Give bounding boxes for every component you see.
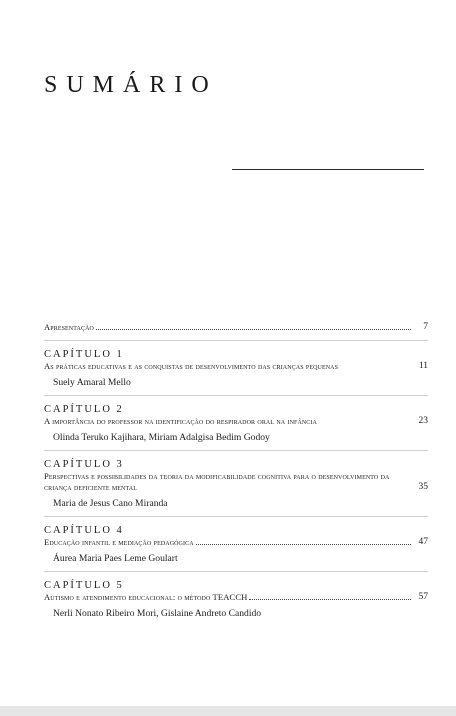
spacer [396,423,411,424]
toc-chapter-1 [44,341,428,395]
page-number: 35 [418,482,428,492]
page-number: 11 [418,361,428,371]
chapter-author: Suely Amaral Mello [53,377,131,388]
toc-entry-presentation [44,322,428,333]
chapter-title: A importância do professor na identificação do respirador oral na infância [44,416,317,426]
chapter-title: Autismo e atendimento educacional: o método TEACCH [44,592,248,602]
chapter-title: Educação infantil e mediação pedagógica [44,537,194,547]
toc-chapter-5 [44,572,428,626]
spacer [396,368,411,369]
chapter-title-row [44,361,428,372]
chapter-title: As práticas educativas e as conquistas de desenvolvimento das crianças pequenas [44,361,339,371]
chapter-author: Nerli Nonato Ribeiro Mori, Gislaine Andreto Candido [53,608,262,619]
chapter-author: Áurea Maria Paes Leme Goulart [53,553,178,564]
toc-chapter-4 [44,517,428,571]
dot-leader [96,328,411,330]
toc-chapter-3 [44,451,428,516]
chapter-label: CAPÍTULO 1 [44,349,124,360]
chapter-title-row [44,471,428,493]
dot-leader [196,543,411,545]
chapter-label: CAPÍTULO 4 [44,525,124,536]
chapter-title-row [44,537,428,548]
chapter-label: CAPÍTULO 3 [44,459,124,470]
page-title: SUMÁRIO [44,72,218,98]
scan-bottom-edge [0,706,456,716]
chapter-title-row [44,592,428,603]
presentation-label: Apresentação [44,322,94,332]
dot-leader [249,598,411,600]
page-number: 7 [423,322,428,332]
toc-chapter-2 [44,396,428,450]
chapter-title: Perspectivas e possibilidades da teoria da modificabilidade cognitiva para o desenvolvimento da criança deficiente mental [44,471,390,492]
chapter-label: CAPÍTULO 5 [44,580,124,591]
chapter-title-row [44,416,428,427]
page-number: 23 [418,416,428,426]
title-rule [232,169,424,170]
chapter-author: Maria de Jesus Cano Miranda [53,498,168,509]
page-number: 57 [418,592,428,602]
table-of-contents [44,322,428,626]
spacer [396,489,411,490]
chapter-author: Olinda Teruko Kajihara, Miriam Adalgisa Bedim Godoy [53,432,270,443]
page-number: 47 [418,537,428,547]
chapter-label: CAPÍTULO 2 [44,404,124,415]
